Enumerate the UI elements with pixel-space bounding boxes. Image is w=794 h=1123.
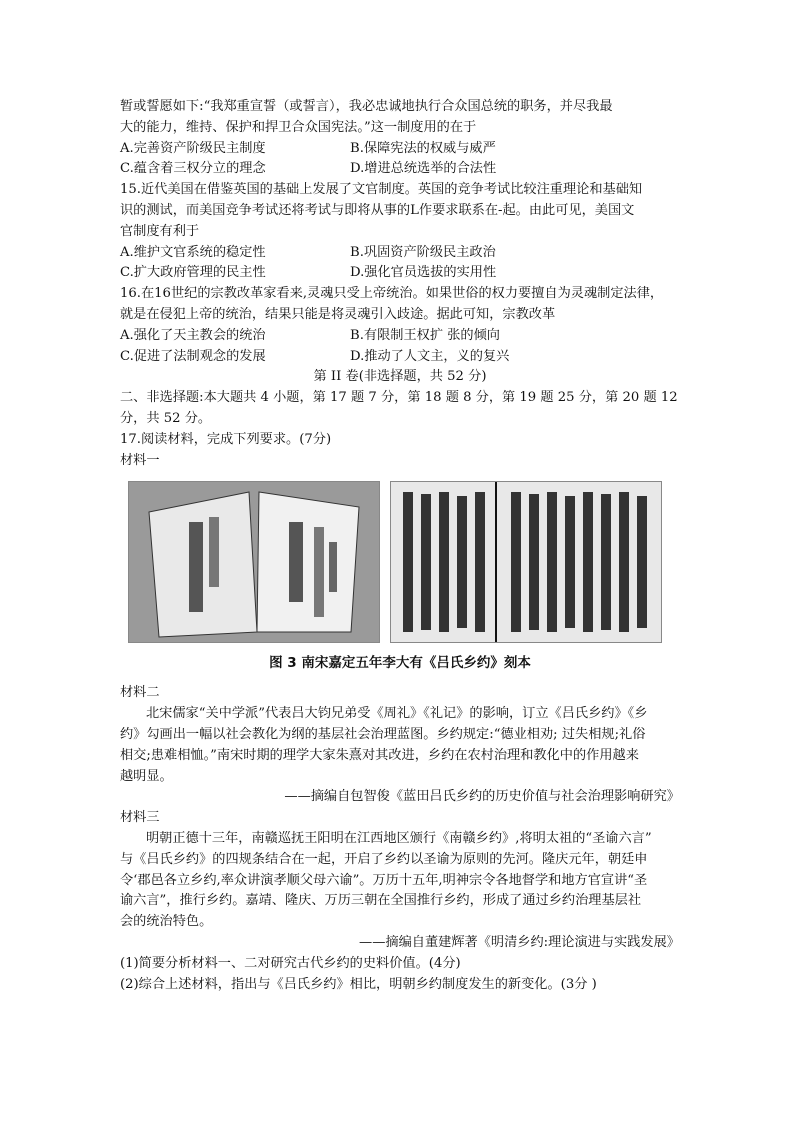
q14-option-d[interactable]: D.增进总统选举的合法性 (350, 161, 497, 177)
q14-option-c[interactable]: C.蕴含着三权分立的理念 (120, 161, 266, 177)
q16-options-row1 (120, 326, 680, 347)
q15-option-d[interactable]: D.强化官员选拔的实用性 (350, 265, 497, 281)
material2-line3: 相交;患难相恤。”南宋时期的理学大家朱熹对其改进，乡约在农村治理和教化中的作用越来 (120, 747, 639, 763)
q15-option-a[interactable]: A.维护文官系统的稳定性 (120, 244, 266, 260)
q16-option-d[interactable]: D.推动了人文主，义的复兴 (350, 348, 510, 364)
q14-line2: 大的能力，维持、保护和捍卫合众国宪法。”这一制度用的在于 (120, 119, 477, 135)
q17-stem: 17.阅读材料，完成下列要求。(7分) (120, 431, 332, 447)
q16-option-a[interactable]: A.强化了天主教会的统治 (120, 327, 266, 343)
q15-line1: 15.近代美国在借鉴英国的基础上发展了文官制度。英国的竞争考试比较注重理论和基础知 (120, 182, 643, 198)
material3-line1: 明朝正德十三年，南赣巡抚王阳明在江西地区颁行《南赣乡约》,将明太祖的“圣谕六言” (146, 830, 652, 846)
material3-line4: 谕六言”，推行乡约。嘉靖、隆庆、万历三朝在全国推行乡约，形成了通过乡约治理基层社 (120, 893, 642, 909)
q16-line1: 16.在16世纪的宗教改革家看来,灵魂只受上帝统治。如果世俗的权力要擅自为灵魂制定法律， (120, 286, 664, 302)
material2-line1: 北宋儒家“关中学派”代表吕大钧兄弟受《周礼》《礼记》的影响，订立《吕氏乡约》《乡 (146, 706, 648, 722)
q15-option-c[interactable]: C.扩大政府管理的民主性 (120, 265, 266, 281)
q16-option-c[interactable]: C.促进了法制观念的发展 (120, 348, 266, 364)
q14-option-b[interactable]: B.保障宪法的权威与威严 (350, 140, 496, 156)
material3-label: 材料三 (120, 810, 160, 826)
q14-line1: 暂或誓愿如下:“我郑重宣誓（或誓言），我必忠诚地执行合众国总统的职务，并尽我最 (120, 99, 613, 114)
q17-requirement-1: (1)简要分析材料一、二对研究古代乡约的史料价值。(4分) (120, 955, 461, 971)
material2-line4: 越明显。 (120, 768, 173, 784)
q17-requirement-2: (2)综合上述材料，指出与《吕氏乡约》相比，明朝乡约制度发生的新变化。(3分 ) (120, 976, 597, 992)
book-photo (128, 481, 380, 643)
material2-line2: 约》勾画出一幅以社会教化为纲的基层社会治理蓝图。乡约规定:“德业相劝; 过失相规;礼俗 (120, 726, 646, 742)
q15-option-b[interactable]: B.巩固资产阶级民主政治 (350, 244, 496, 260)
q16-line2: 就是在侵犯上帝的统治，结果只能是将灵魂引入歧途。据此可知，宗教改革 (120, 306, 556, 322)
section2-title: 第 II 卷(非选择题，共 52 分) (313, 369, 487, 385)
material2-label: 材料二 (120, 685, 160, 701)
exam-page (120, 97, 680, 995)
material2-source: ——摘编自包智俊《蓝田吕氏乡约的历史价值与社会治理影响研究》 (284, 789, 680, 805)
q14-option-a[interactable]: A.完善资产阶级民主制度 (120, 140, 266, 156)
figure-3 (120, 473, 680, 683)
material3-line3: 令‘郡邑各立乡约,率众讲演孝顺父母六谕”。万历十五年,明神宗令各地督学和地方官宣讲“圣 (120, 872, 648, 888)
material3-line2: 与《吕氏乡约》的四规条结合在一起，开启了乡约以圣谕为原则的先河。隆庆元年，朝廷申 (120, 851, 648, 867)
woodblock-print-photo (390, 481, 662, 643)
material3-line5: 会的统治特色。 (120, 914, 213, 930)
q15-line3: 官制度有利于 (120, 223, 200, 239)
section2-line1: 二、非选择题:本大题共 4 小题，第 17 题 7 分，第 18 题 8 分，第 19 题 25 分，第 20 题 12 (120, 390, 678, 406)
q15-options-row2 (120, 263, 680, 284)
material1-label: 材料一 (120, 452, 160, 468)
figure-caption: 图 3 南宋嘉定五年李大有《吕氏乡约》刻本 (269, 655, 531, 672)
section2-line2: 分，共 52 分。 (120, 410, 212, 426)
q15-options-row1 (120, 243, 680, 264)
q16-options-row2 (120, 347, 680, 368)
q14-options-row1 (120, 139, 680, 160)
material3-source: ——摘编自董建辉著《明清乡约:理论演进与实践发展》 (359, 934, 680, 950)
q14-options-row2 (120, 159, 680, 180)
q16-option-b[interactable]: B.有限制王权扩 张的倾向 (350, 327, 500, 343)
q15-line2: 识的测试，而美国竞争考试还将考试与即将从事的L作要求联系在-起。由此可见，美国文 (120, 202, 635, 218)
